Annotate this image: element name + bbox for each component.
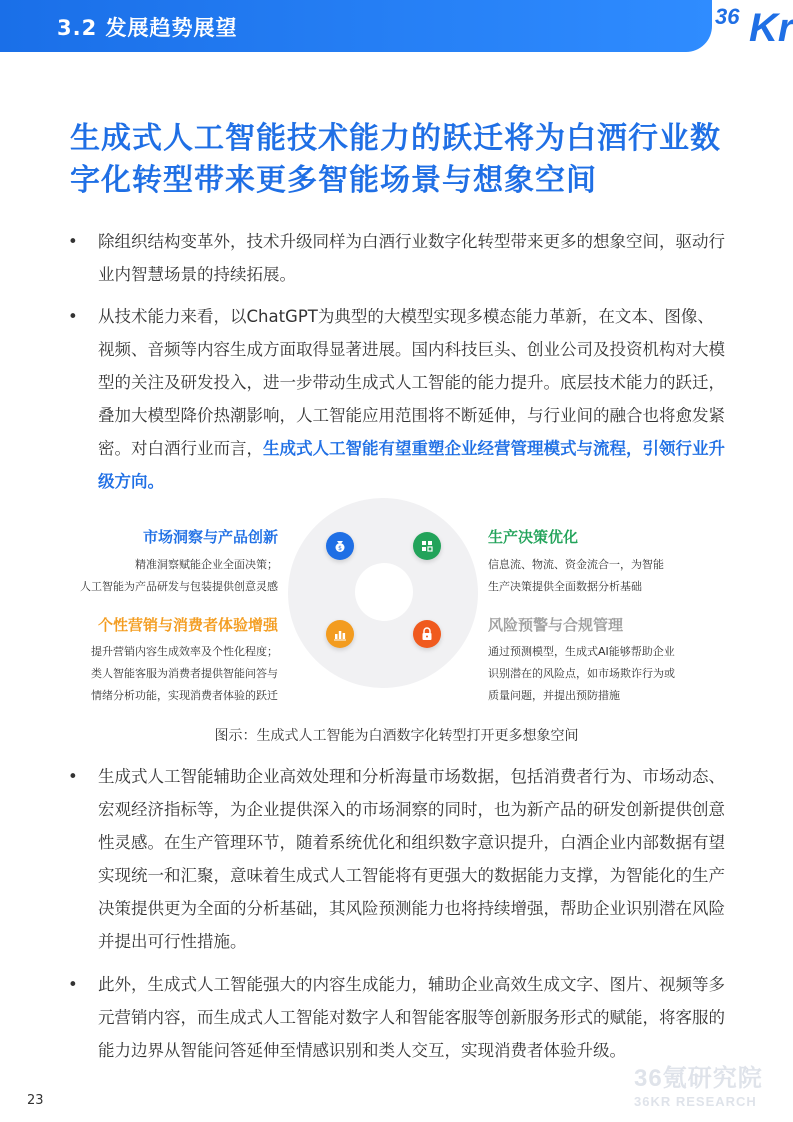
logo-top-text: 36	[715, 4, 740, 29]
desc-line: 质量问题，并提出预防措施	[488, 689, 620, 702]
bar-chart-icon	[326, 620, 354, 648]
bullet-paragraph	[68, 300, 728, 498]
36kr-research-watermark	[634, 1058, 763, 1109]
bullet-dot-icon: •	[68, 767, 78, 786]
quadrant-desc-production	[488, 554, 728, 598]
page-headline: 生成式人工智能技术能力的跃迁将为白酒行业数字化转型带来更多智能场景与想象空间	[70, 121, 721, 198]
quadrant-desc-risk	[488, 641, 728, 707]
desc-line: 识别潜在的风险点，如市场欺诈行为或	[488, 667, 675, 680]
desc-line: 人工智能为产品研发与包装提供创意灵感	[80, 580, 278, 593]
desc-line: 信息流、物流、资金流合一，为智能	[488, 558, 664, 571]
grid-icon	[413, 532, 441, 560]
desc-line: 精准洞察赋能企业全面决策；	[135, 558, 278, 571]
quadrant-title-market-insight: 市场洞察与产品创新	[142, 528, 278, 546]
quadrant-title-risk: 风险预警与合规管理	[488, 616, 624, 634]
quadrant-desc-market-insight	[60, 554, 278, 598]
money-bag-icon	[326, 532, 354, 560]
watermark-line2: 36KR RESEARCH	[634, 1094, 757, 1109]
header-bar	[0, 0, 712, 52]
quadrant-title-marketing: 个性营销与消费者体验增强	[97, 616, 278, 634]
logo-bottom-text: Kr	[749, 6, 793, 50]
bullet-paragraph	[68, 225, 728, 291]
desc-line: 情绪分析功能，实现消费者体验的跃迁	[91, 689, 278, 702]
section-title: 3.2 发展趋势展望	[57, 16, 238, 40]
diagram-ring-center	[355, 563, 413, 621]
figure-caption: 图示：生成式人工智能为白酒数字化转型打开更多想象空间	[214, 728, 579, 744]
svg-text:$: $	[338, 545, 342, 552]
bullet-paragraph	[68, 968, 728, 1067]
bullet-text: 此外，生成式人工智能强大的内容生成能力，辅助企业高效生成文字、图片、视频等多元营销内容，而生成式人工智能对数字人和智能客服等创新服务形式的赋能，将客服的能力边界从智能问答延伸至情感识别和类人交互，实现消费者体验升级。	[98, 975, 725, 1060]
bullet-text: 生成式人工智能辅助企业高效处理和分析海量市场数据，包括消费者行为、市场动态、宏观经济指标等，为企业提供深入的市场洞察的同时，也为新产品的研发创新提供创意性灵感。在生产管理环节，随着系统优化和组织数字意识提升，白酒企业内部数据有望实现统一和汇聚，意味着生成式人工智能将有更强大的数据能力支撑，为智能化的生产决策提供更为全面的分析基础，其风险预测能力也将持续增强，帮助企业识别潜在风险并提出可行性措施。	[98, 767, 725, 951]
desc-line: 生产决策提供全面数据分析基础	[488, 580, 642, 593]
quadrant-title-production: 生产决策优化	[488, 528, 579, 546]
watermark-line1: 36氪研究院	[634, 1065, 763, 1092]
bullet-paragraph	[68, 760, 728, 958]
desc-line: 提升营销内容生成效率及个性化程度；	[91, 645, 278, 658]
bullet-dot-icon: •	[68, 975, 78, 994]
lock-icon	[413, 620, 441, 648]
quadrant-desc-marketing	[60, 641, 278, 707]
desc-line: 类人智能客服为消费者提供智能问答与	[91, 667, 278, 680]
bullet-highlight: 生成式人工智能有望重塑企业经营管理模式与流程，引领行业升级方向。	[98, 439, 725, 491]
page-number: 23	[27, 1093, 44, 1108]
bullet-dot-icon: •	[68, 232, 78, 251]
transformation-diagram	[60, 510, 740, 710]
36kr-logo	[713, 0, 793, 52]
bullet-dot-icon: •	[68, 307, 78, 326]
bullet-text: 从技术能力来看，以ChatGPT为典型的大模型实现多模态能力革新，在文本、图像、视频、音频等内容生成方面取得显著进展。国内科技巨头、创业公司及投资机构对大模型的关注及研发投入，进一步带动生成式人工智能的能力提升。底层技术能力的跃迁，叠加大模型降价热潮影响，人工智能应用范围将不断延伸，与行业间的融合也将愈发紧密。对白酒行业而言，	[98, 307, 725, 458]
desc-line: 通过预测模型，生成式AI能够帮助企业	[488, 645, 675, 658]
bullet-text: 除组织结构变革外，技术升级同样为白酒行业数字化转型带来更多的想象空间，驱动行业内智慧场景的持续拓展。	[98, 232, 725, 284]
